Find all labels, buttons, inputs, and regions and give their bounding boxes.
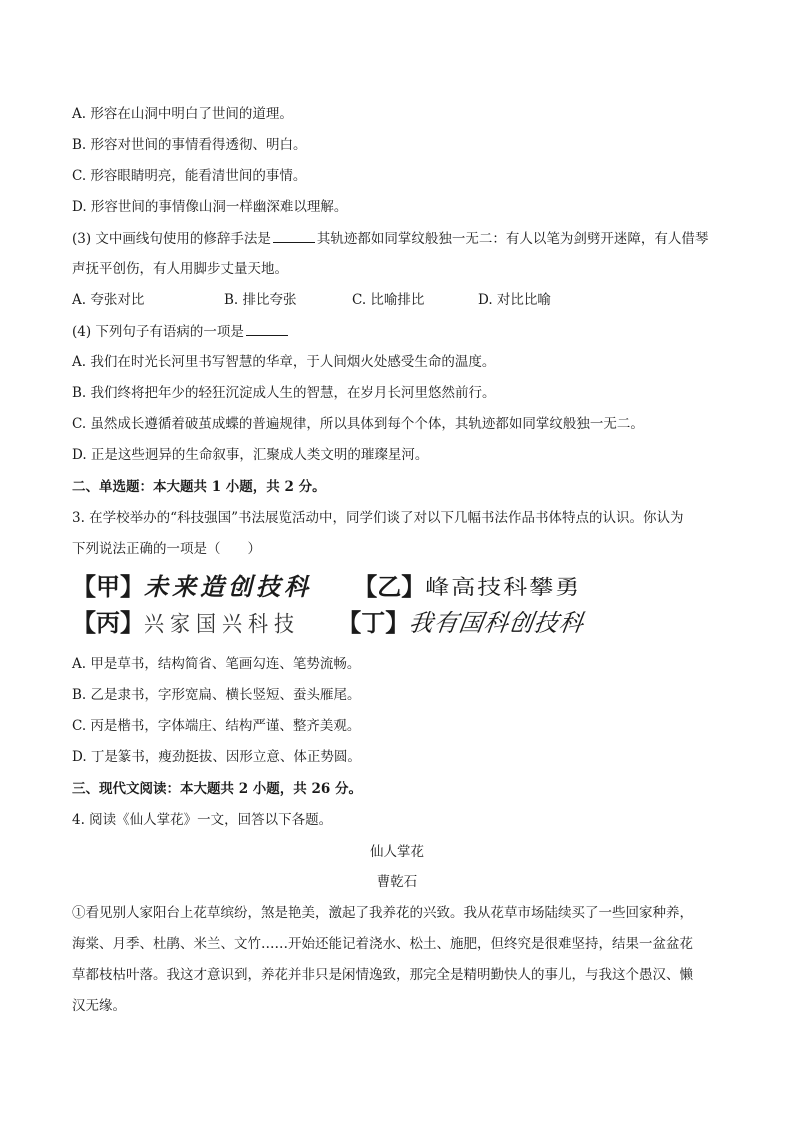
article-p1-line2: 海棠、月季、杜鹃、米兰、文竹……开始还能记着浇水、松土、施肥，但终究是很难坚持，结果一盆盆花 xyxy=(72,936,693,952)
label-jia: 【甲】 xyxy=(72,573,144,601)
q3-option-c: C. 比喻排比 xyxy=(352,292,425,308)
calligraphy-jia-image: 未来造创技科 xyxy=(144,572,312,601)
label-yi: 【乙】 xyxy=(353,573,426,601)
q3main-option-b: B. 乙是隶书，字形宽扁、横长竖短、蚕头雁尾。 xyxy=(72,687,361,703)
q2-option-a: A. 形容在山洞中明白了世间的道理。 xyxy=(72,106,293,122)
article-title: 仙人掌花 xyxy=(370,844,424,860)
answer-blank[interactable] xyxy=(273,228,315,243)
section-heading-3: 三、现代文阅读：本大题共 2 小题，共 26 分。 xyxy=(72,781,362,797)
q4-stem xyxy=(72,321,722,342)
q2-option-b: B. 形容对世间的事情看得透彻、明白。 xyxy=(72,137,307,153)
q3-stem-prefix: (3) 文中画线句使用的修辞手法是 xyxy=(72,231,271,247)
article-author: 曹乾石 xyxy=(376,874,418,890)
q3-option-a: A. 夸张对比 xyxy=(72,292,145,308)
calligraphy-yi-image: 峰高技科攀勇 xyxy=(425,575,582,599)
q3main-line2: 下列说法正确的一项是（ ） xyxy=(72,541,261,557)
q3main-option-d: D. 丁是篆书，瘦劲挺拔、因形立意、体正势圆。 xyxy=(72,749,361,765)
label-bing: 【丙】 xyxy=(72,609,144,637)
q2-option-c: C. 形容眼睛明亮，能看清世间的事情。 xyxy=(72,168,307,184)
q4-option-b: B. 我们终将把年少的轻狂沉淀成人生的智慧，在岁月长河里悠然前行。 xyxy=(72,385,496,401)
article-p1-line3: 草都枝枯叶落。我这才意识到，养花并非只是闲情逸致，那完全是精明勤快人的事儿，与我这个愚汉、懒 xyxy=(72,967,693,983)
q3-stem-suffix: 其轨迹都如同掌纹般独一无二：有人以笔为剑劈开迷障，有人借琴 xyxy=(316,231,709,247)
calligraphy-row-1 xyxy=(72,570,722,604)
q4main-stem: 4. 阅读《仙人掌花》一文，回答以下各题。 xyxy=(72,812,333,828)
q4-stem-prefix: (4) 下列句子有语病的一项是 xyxy=(72,324,244,340)
q3-stem-line2: 声抚平创伤，有人用脚步丈量天地。 xyxy=(72,261,288,277)
q3main-option-a: A. 甲是草书，结构简省、笔画勾连、笔势流畅。 xyxy=(72,656,361,672)
article-p1-line1: ①看见别人家阳台上花草缤纷，煞是艳美，激起了我养花的兴致。我从花草市场陆续买了一些回家种养， xyxy=(72,905,693,921)
calligraphy-ding-image: 我有国科创技科 xyxy=(407,609,587,637)
q3-option-d: D. 对比比喻 xyxy=(478,292,551,308)
q3main-option-c: C. 丙是楷书，字体端庄、结构严谨、整齐美观。 xyxy=(72,718,361,734)
q4-option-c: C. 虽然成长遵循着破茧成蝶的普遍规律，所以具体到每个个体，其轨迹都如同掌纹般独一无二。 xyxy=(72,416,644,432)
q2-option-d: D. 形容世间的事情像山洞一样幽深难以理解。 xyxy=(72,199,348,215)
label-ding: 【丁】 xyxy=(337,609,410,637)
section-heading-2: 二、单选题：本大题共 1 小题，共 2 分。 xyxy=(72,479,326,495)
article-p1-line4: 汉无缘。 xyxy=(72,998,126,1014)
calligraphy-row-2 xyxy=(72,606,722,640)
q4-option-a: A. 我们在时光长河里书写智慧的华章，于人间烟火处感受生命的温度。 xyxy=(72,354,496,370)
answer-blank[interactable] xyxy=(246,321,288,336)
q4-option-d: D. 正是这些迥异的生命叙事，汇聚成人类文明的璀璨星河。 xyxy=(72,447,429,463)
q3-option-b: B. 排比夸张 xyxy=(224,292,297,308)
q3-stem-line1 xyxy=(72,228,722,249)
q3main-line1: 3. 在学校举办的“科技强国”书法展览活动中，同学们谈了对以下几幅书法作品书体特点的认识。你认为 xyxy=(72,510,684,526)
calligraphy-bing-image: 兴家国兴科技 xyxy=(144,610,300,638)
